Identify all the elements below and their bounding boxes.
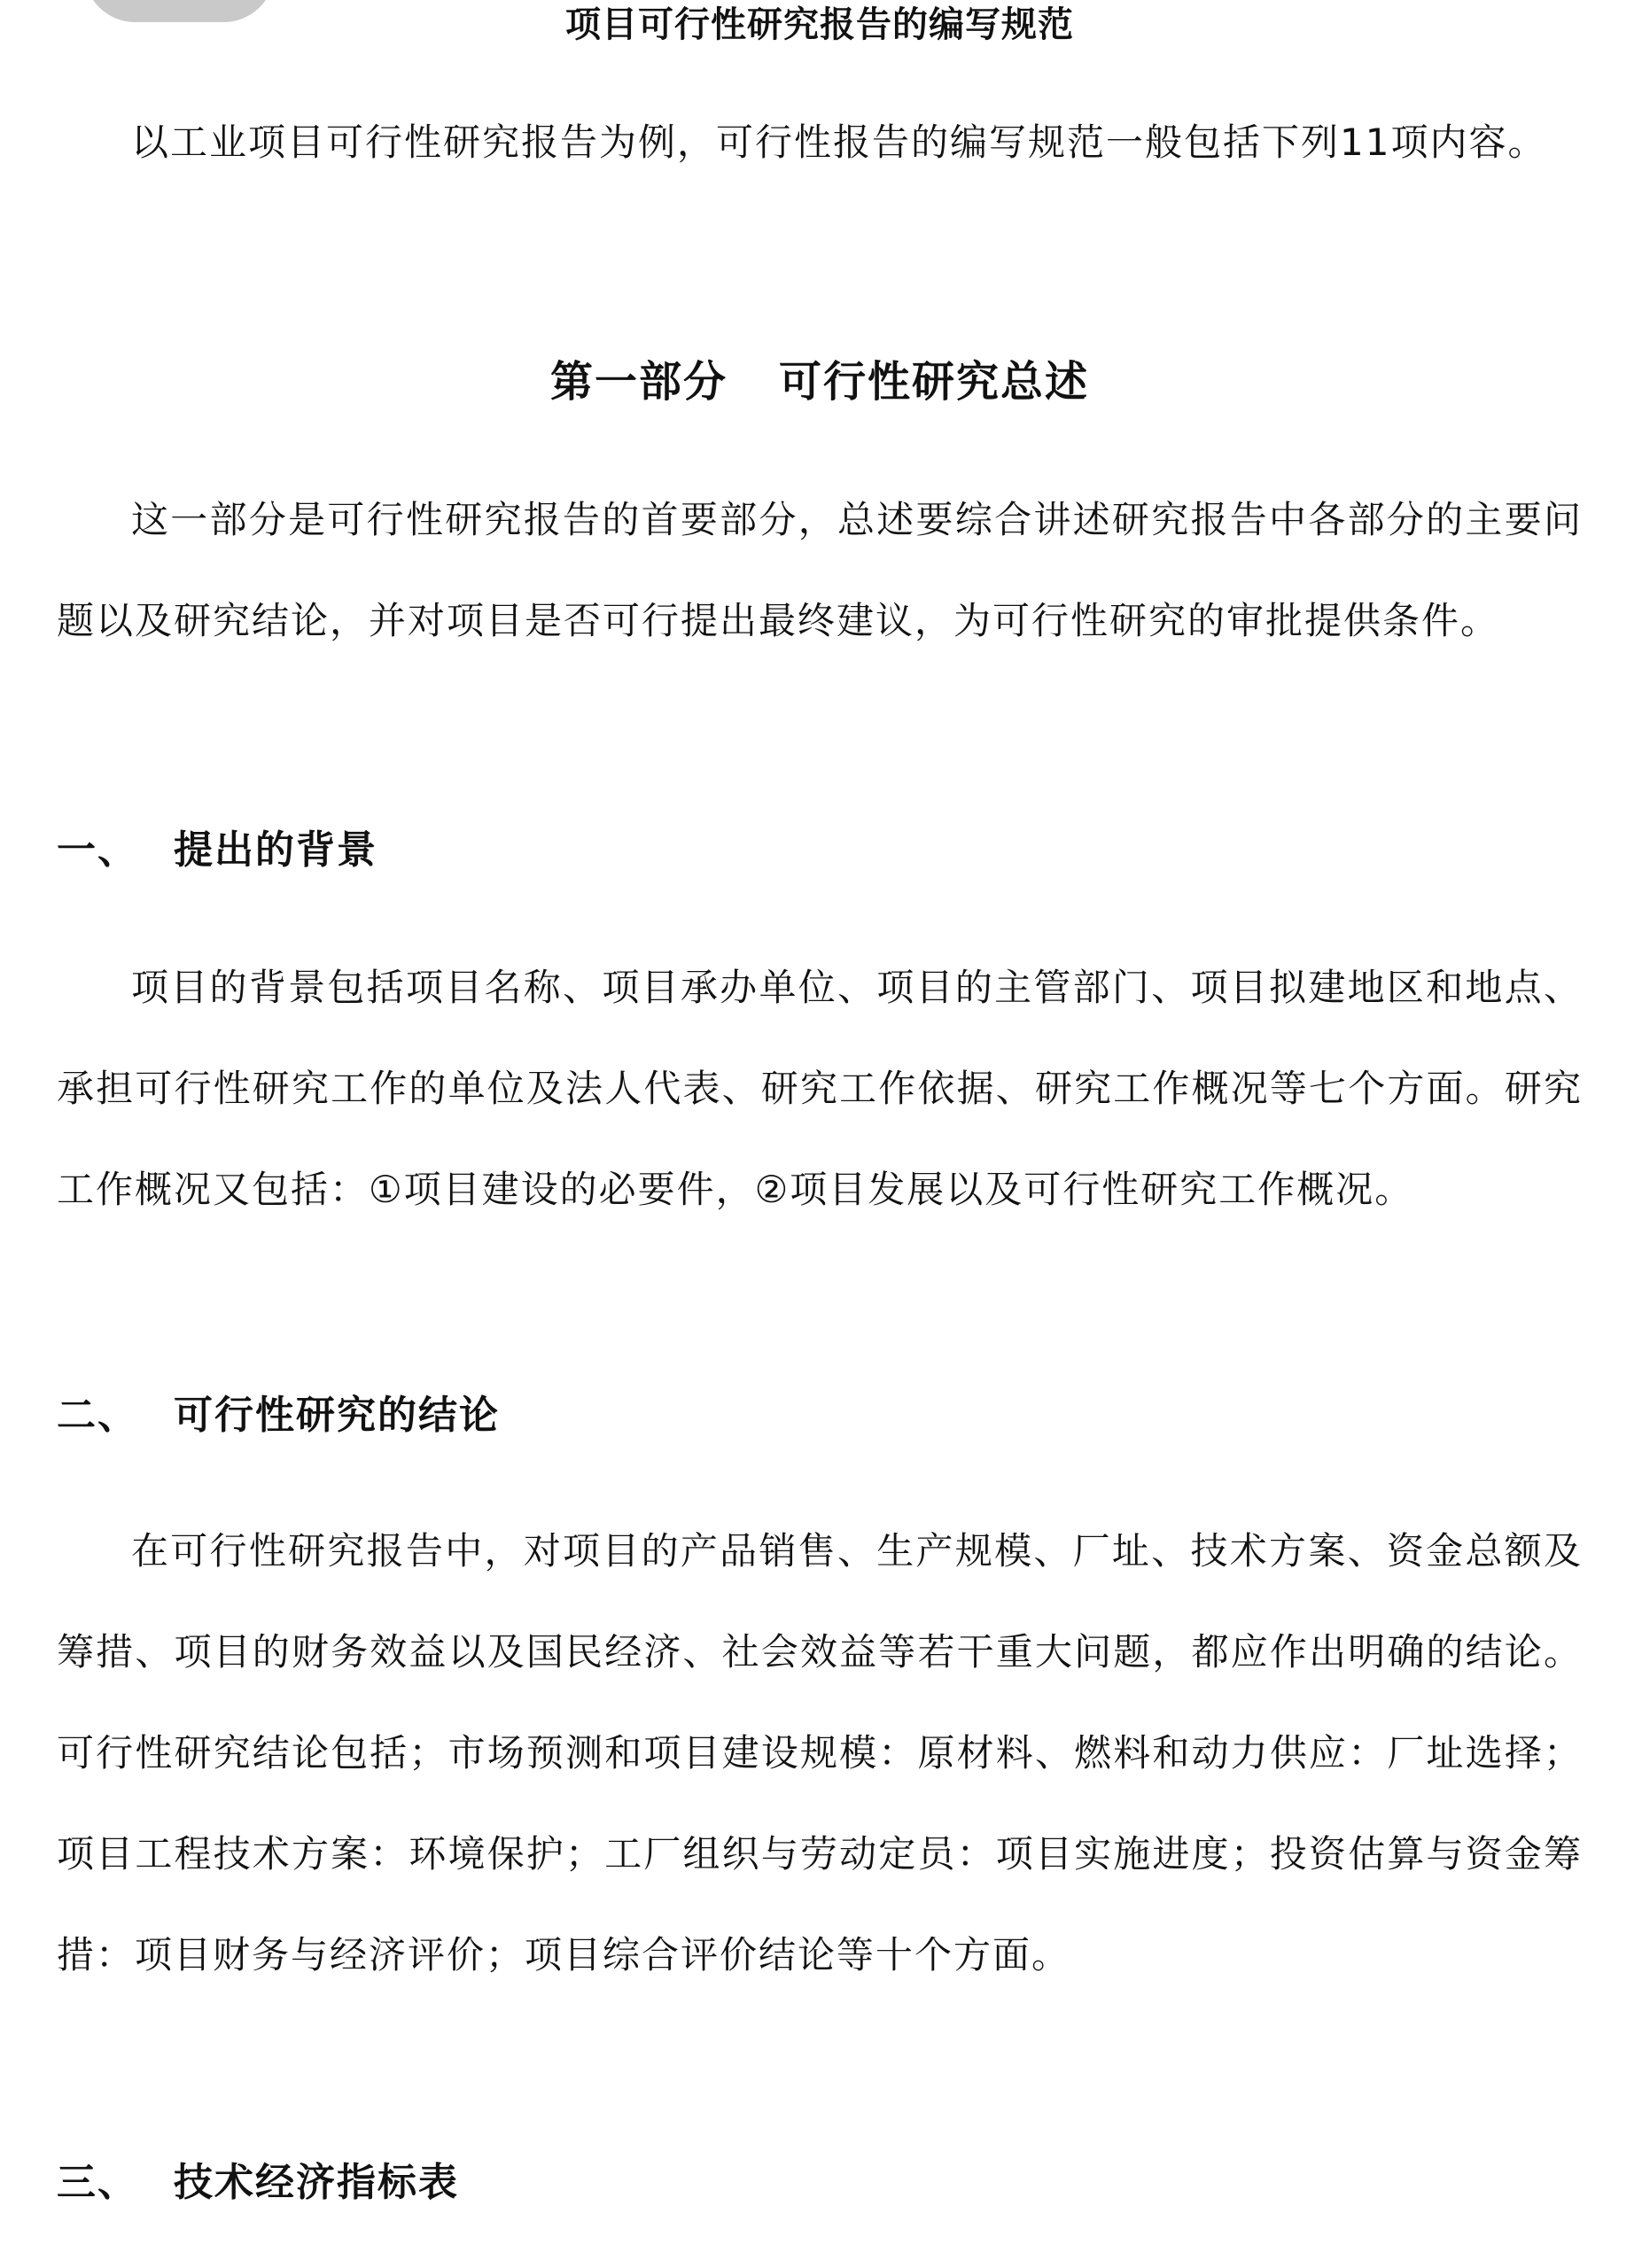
part-one-label: 第一部分: [549, 357, 728, 407]
section-1-number: 一、: [57, 827, 138, 873]
section-2-heading: [57, 1387, 500, 1444]
section-1-body: 项目的背景包括项目名称、项目承办单位、项目的主管部门、项目拟建地区和地点、承担可行性研究工作的单位及法人代表、研究工作依据、研究工作概况等七个方面。研究工作概况又包括：①项目建设的必要件，②项目发展以及可行性研究工作概况。: [57, 966, 1583, 1211]
section-1-title: 提出的背景: [174, 827, 377, 873]
section-1-heading: [57, 822, 377, 879]
intro-paragraph: 以工业项目可行性研究报告为例，可行性报告的编写规范一般包括下列11项内容。: [131, 120, 1547, 164]
document-title: 项目可行性研究报告的编写规范: [565, 4, 1074, 45]
section-2-body: 在可行性研究报告中，对项目的产品销售、生产规模、厂址、技术方案、资金总额及筹措、项目的财务效益以及国民经济、社会效益等若干重大问题，都应作出明确的结论。可行性研究结论包括；市场预测和项目建设规模：原材料、燃料和动力供应：厂址选择；项目工程技术方案：环境保护；工厂组织与劳动定员：项目实施进度；投资估算与资金筹措：项目财务与经济评价；项目综合评价结论等十个方面。: [57, 1529, 1583, 1977]
part-one-name: 可行性研究总述: [779, 357, 1090, 407]
section-2-title: 可行性研究的结论: [174, 1393, 500, 1438]
section-3-number: 三、: [57, 2160, 138, 2205]
section-2-number: 二、: [57, 1393, 138, 1438]
section-3-title: 技术经济指标表: [174, 2160, 459, 2205]
section-3-heading: [57, 2155, 459, 2211]
part-one-title: [57, 351, 1583, 413]
part-one-summary: 这一部分是可行性研究报告的首要部分，总述要综合讲述研究报告中各部分的主要问题以及研究结论，并对项目是否可行提出最终建议，为可行性研究的审批提供条件。: [57, 498, 1583, 642]
